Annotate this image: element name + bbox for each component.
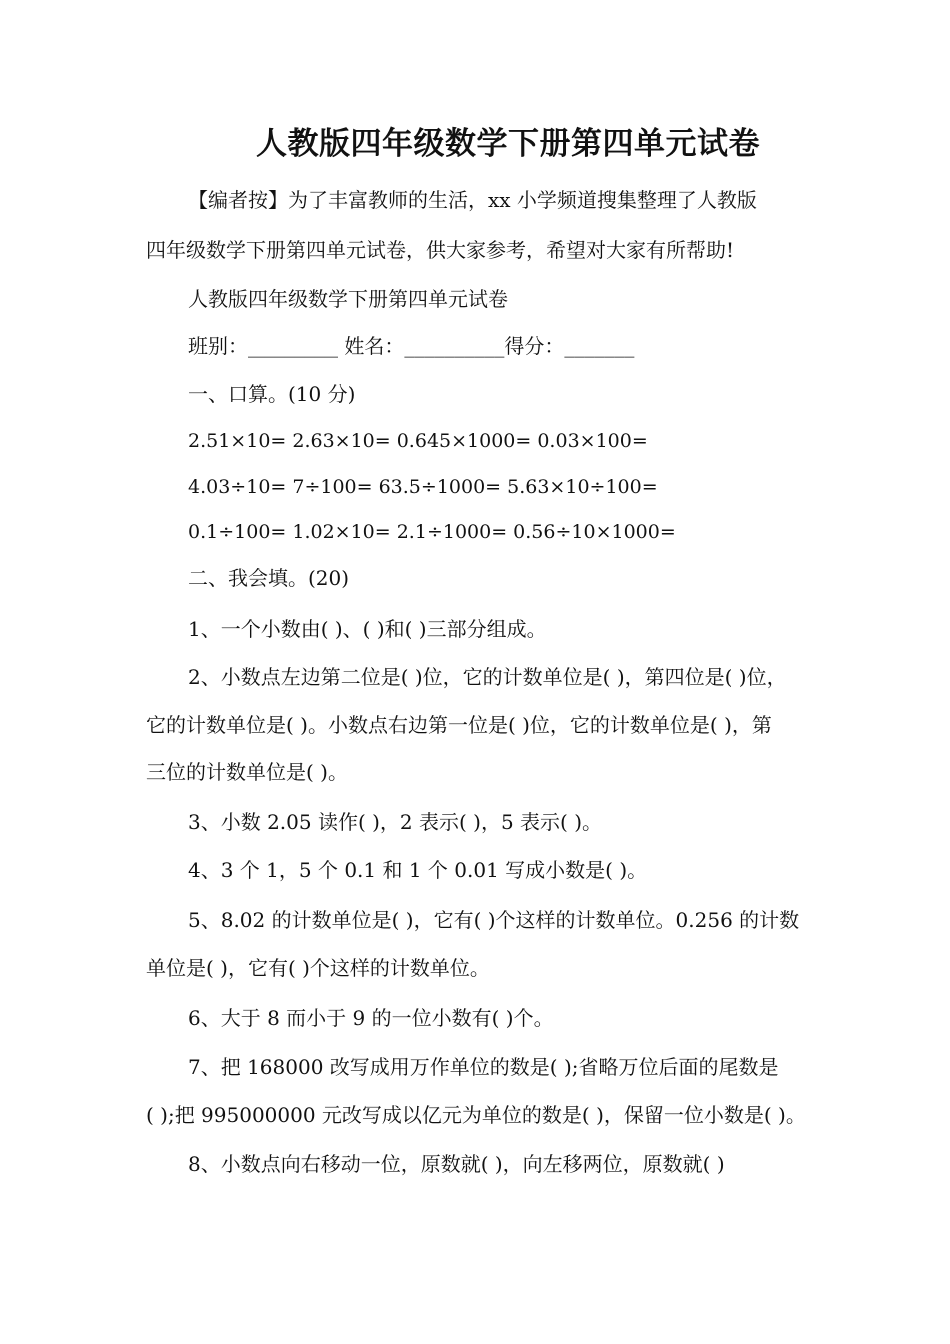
question-6: 6、大于 8 而小于 9 的一位小数有( )个。 bbox=[188, 1006, 554, 1030]
question-4: 4、3 个 1，5 个 0.1 和 1 个 0.01 写成小数是( )。 bbox=[188, 858, 648, 882]
question-2-line-1: 2、小数点左边第二位是( )位，它的计数单位是( )，第四位是( )位， bbox=[188, 665, 787, 689]
question-8: 8、小数点向右移动一位，原数就( )，向左移两位，原数就( ) bbox=[188, 1152, 725, 1176]
calc-row-1: 2.51×10= 2.63×10= 0.645×1000= 0.03×100= bbox=[188, 430, 648, 452]
question-5-line-2: 单位是( )，它有( )个这样的计数单位。 bbox=[146, 956, 490, 980]
question-7-line-2: ( );把 995000000 元改写成以亿元为单位的数是( )，保留一位小数是( )。 bbox=[146, 1103, 806, 1127]
question-2-line-2: 它的计数单位是( )。小数点右边第一位是( )位，它的计数单位是( )，第 bbox=[146, 713, 772, 737]
calc-row-2: 4.03÷10= 7÷100= 63.5÷1000= 5.63×10÷100= bbox=[188, 476, 658, 498]
document-title: 人教版四年级数学下册第四单元试卷 bbox=[256, 126, 760, 162]
question-7-line-1: 7、把 168000 改写成用万作单位的数是( );省略万位后面的尾数是 bbox=[188, 1055, 779, 1079]
question-1: 1、一个小数由( )、( )和( )三部分组成。 bbox=[188, 617, 547, 641]
section2-heading: 二、我会填。(20) bbox=[188, 566, 350, 590]
subtitle: 人教版四年级数学下册第四单元试卷 bbox=[188, 287, 508, 311]
intro-line-1: 【编者按】为了丰富教师的生活，xx 小学频道搜集整理了人教版 bbox=[188, 188, 757, 212]
question-2-line-3: 三位的计数单位是( )。 bbox=[146, 760, 348, 784]
section1-heading: 一、口算。(10 分) bbox=[188, 382, 356, 406]
question-5-line-1: 5、8.02 的计数单位是( )，它有( )个这样的计数单位。0.256 的计数 bbox=[188, 908, 800, 932]
question-3: 3、小数 2.05 读作( )，2 表示( )，5 表示( )。 bbox=[188, 810, 603, 834]
info-line: 班别：_________ 姓名：__________得分：_______ bbox=[188, 334, 635, 358]
intro-line-2: 四年级数学下册第四单元试卷，供大家参考，希望对大家有所帮助! bbox=[146, 238, 735, 262]
calc-row-3: 0.1÷100= 1.02×10= 2.1÷1000= 0.56÷10×1000= bbox=[188, 521, 676, 543]
